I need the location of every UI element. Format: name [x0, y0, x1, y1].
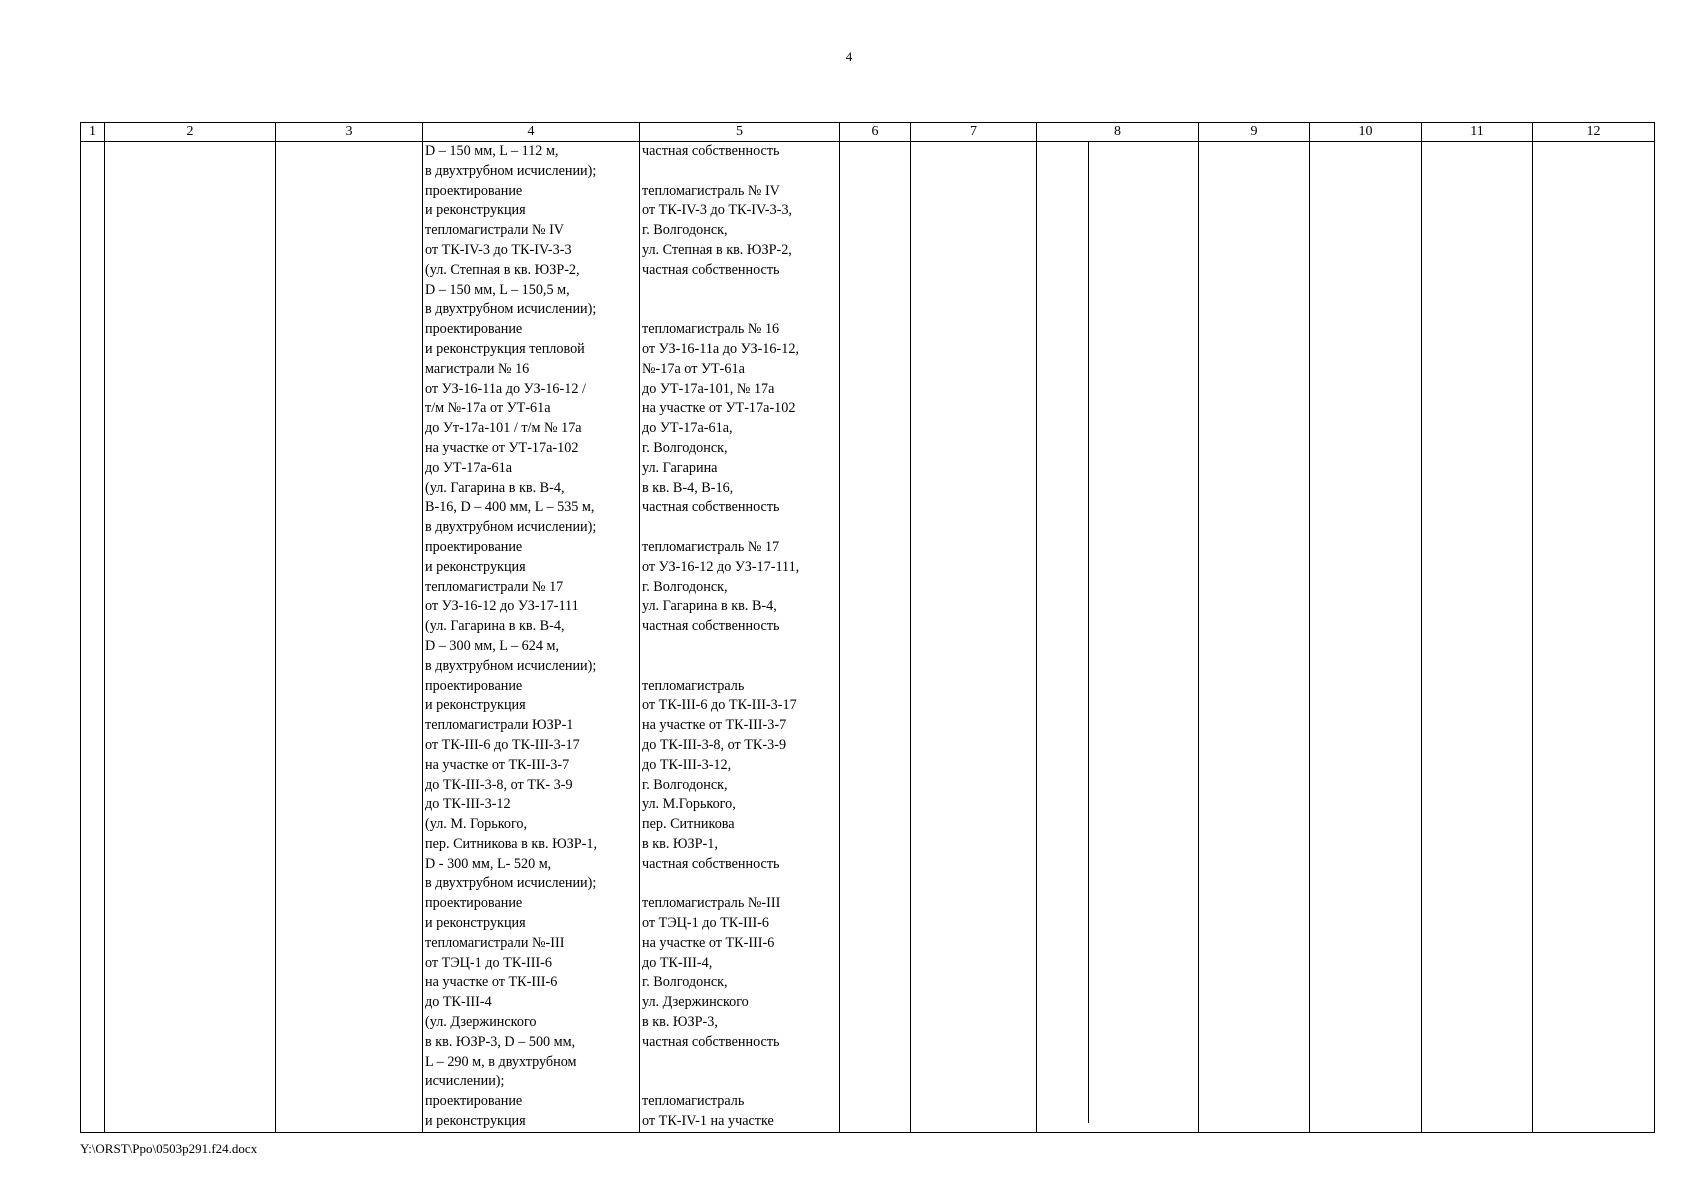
text-line: ул. Дзержинского: [642, 994, 749, 1011]
cell-col-4: [423, 142, 640, 1133]
text-line: тепломагистраль № 16: [642, 321, 780, 338]
cell-col-7: [911, 142, 1037, 1133]
text-line: от УЗ-16-12 до УЗ-17-111,: [642, 558, 800, 575]
text-line: и реконструкция: [425, 915, 526, 932]
text-line: проектирование: [425, 677, 523, 694]
text-line: частная собственность: [642, 618, 780, 635]
text-line: проектирование: [425, 538, 523, 555]
text-line: до Ут-17а-101 / т/м № 17а: [425, 420, 582, 437]
text-line: от УЗ-16-12 до УЗ-17-111: [425, 598, 579, 615]
text-line: ул. Гагарина: [642, 459, 718, 476]
text-line: [642, 162, 839, 182]
cell-col-1: [81, 142, 105, 1133]
text-line: тепломагистраль № 17: [642, 538, 780, 555]
text-line: (ул. Гагарина в кв. В-4,: [425, 618, 565, 635]
text-line: тепломагистраль: [642, 677, 745, 694]
column-header: 7: [911, 123, 1037, 142]
text-line: ул. Степная в кв. ЮЗР-2,: [642, 241, 792, 258]
text-line: (ул. М. Горького,: [425, 816, 528, 833]
text-line: (ул. Гагарина в кв. В-4,: [425, 479, 565, 496]
text-line: на участке от ТК-III-6: [642, 934, 775, 951]
cell-col-9: [1199, 142, 1310, 1133]
text-line: от ТК-IV-3 до ТК-IV-3-3,: [642, 202, 793, 219]
text-line: тепломагистраль № IV: [642, 182, 780, 199]
text-line: частная собственность: [642, 261, 780, 278]
text-line: от ТК-III-6 до ТК-III-3-17: [642, 697, 797, 714]
text-line: в двухтрубном исчислении);: [425, 657, 597, 674]
text-line: на участке от УТ-17а-102: [425, 439, 579, 456]
text-line: и реконструкция тепловой: [425, 340, 585, 357]
text-line: (ул. Дзержинского: [425, 1014, 537, 1031]
text-line: проектирование: [425, 321, 523, 338]
text-line: до УТ-17а-101, № 17а: [642, 380, 775, 397]
cell-col-2: [105, 142, 276, 1133]
text-line: пер. Ситникова в кв. ЮЗР-1,: [425, 835, 598, 852]
text-line: до ТК-III-4: [425, 994, 492, 1011]
text-line: пер. Ситникова: [642, 816, 735, 833]
text-line: от ТК-III-6 до ТК-III-3-17: [425, 736, 580, 753]
text-line: от ТК-IV-1 на участке: [642, 1113, 774, 1130]
text-line: в кв. В-4, В-16,: [642, 479, 734, 496]
text-line: и реконструкция: [425, 558, 526, 575]
text-line: частная собственность: [642, 855, 780, 872]
text-line: от УЗ-16-11а до УЗ-16-12 /: [425, 380, 586, 397]
column-header: 12: [1533, 123, 1655, 142]
text-line: в двухтрубном исчислении);: [425, 875, 597, 892]
text-line: в кв. ЮЗР-3,: [642, 1014, 718, 1031]
text-line: до УТ-17а-61а,: [642, 420, 733, 437]
text-line: до ТК-III-3-8, от ТК- 3-9: [425, 776, 573, 793]
text-line: [642, 300, 839, 320]
text-line: частная собственность: [642, 143, 780, 159]
column-header: 5: [640, 123, 840, 142]
text-line: до ТК-III-3-8, от ТК-3-9: [642, 736, 787, 753]
page-number: 4: [845, 49, 853, 64]
object-description-text: [423, 142, 639, 1132]
text-line: г. Волгодонск,: [642, 222, 728, 239]
text-line: [642, 657, 839, 677]
text-line: от ТК-IV-3 до ТК-IV-3-3: [425, 241, 572, 258]
cell-col-8-split: [1037, 142, 1198, 1123]
table-header-row: [81, 123, 1655, 142]
text-line: и реконструкция: [425, 1113, 526, 1130]
text-line: от ТЭЦ-1 до ТК-III-6: [642, 915, 770, 932]
text-line: проектирование: [425, 895, 523, 912]
text-line: проектирование: [425, 1093, 523, 1110]
text-line: L – 290 м, в двухтрубном: [425, 1053, 577, 1070]
text-line: на участке от ТК-III-3-7: [642, 717, 787, 734]
text-line: №-17а от УТ-61а: [642, 360, 745, 377]
text-line: до ТК-III-3-12: [425, 796, 511, 813]
cell-col-12: [1533, 142, 1655, 1133]
text-line: г. Волгодонск,: [642, 776, 728, 793]
cell-col-3: [276, 142, 423, 1133]
text-line: тепломагистраль №-III: [642, 895, 781, 912]
column-header: 2: [105, 123, 276, 142]
text-line: (ул. Степная в кв. ЮЗР-2,: [425, 261, 580, 278]
text-line: [642, 281, 839, 301]
file-path-footer: Y:\ORST\Ppo\0503p291.f24.docx: [80, 1141, 258, 1156]
text-line: г. Волгодонск,: [642, 578, 728, 595]
text-line: ул. Гагарина в кв. В-4,: [642, 598, 777, 615]
text-line: тепломагистраль: [642, 1093, 745, 1110]
cell-col-5: [640, 142, 840, 1133]
text-line: D - 300 мм, L- 520 м,: [425, 855, 552, 872]
text-line: исчислении);: [425, 1073, 505, 1090]
text-line: от УЗ-16-11а до УЗ-16-12,: [642, 340, 799, 357]
cell-col-8: [1037, 142, 1199, 1133]
document-table: [80, 122, 1655, 1133]
column-header: 10: [1310, 123, 1422, 142]
column-header: 3: [276, 123, 423, 142]
text-line: ул. М.Горького,: [642, 796, 736, 813]
column-header: 6: [840, 123, 911, 142]
text-line: в двухтрубном исчислении);: [425, 519, 597, 536]
text-line: на участке от ТК-III-6: [425, 974, 558, 991]
text-line: г. Волгодонск,: [642, 439, 728, 456]
column-header: 11: [1422, 123, 1533, 142]
column-header: 4: [423, 123, 640, 142]
text-line: D – 300 мм, L – 624 м,: [425, 637, 559, 654]
object-location-text: [640, 142, 839, 1132]
text-line: в кв. ЮЗР-3, D – 500 мм,: [425, 1033, 576, 1050]
text-line: D – 150 мм, L – 112 м,: [425, 143, 559, 159]
text-line: до ТК-III-3-12,: [642, 756, 732, 773]
column-header: 1: [81, 123, 105, 142]
text-line: до УТ-17а-61а: [425, 459, 512, 476]
text-line: [642, 1072, 839, 1092]
text-line: и реконструкция: [425, 202, 526, 219]
text-line: [642, 518, 839, 538]
text-line: т/м №-17а от УТ-61а: [425, 400, 551, 417]
cell-col-6: [840, 142, 911, 1133]
text-line: на участке от ТК-III-3-7: [425, 756, 570, 773]
text-line: в двухтрубном исчислении);: [425, 301, 597, 318]
cell-col-11: [1422, 142, 1533, 1133]
column-header: 9: [1199, 123, 1310, 142]
text-line: тепломагистрали № 17: [425, 578, 564, 595]
text-line: в кв. ЮЗР-1,: [642, 835, 718, 852]
table-row: [81, 142, 1655, 1133]
text-line: [642, 637, 839, 657]
column-header: 8: [1037, 123, 1199, 142]
text-line: [642, 1053, 839, 1073]
text-line: тепломагистрали № IV: [425, 222, 565, 239]
text-line: D – 150 мм, L – 150,5 м,: [425, 281, 570, 298]
cell-col-10: [1310, 142, 1422, 1133]
cell-col-8-left: [1037, 142, 1089, 1123]
text-line: частная собственность: [642, 1033, 780, 1050]
text-line: магистрали № 16: [425, 360, 530, 377]
text-line: на участке от УТ-17а-102: [642, 400, 796, 417]
text-line: частная собственность: [642, 499, 780, 516]
text-line: [642, 874, 839, 894]
text-line: тепломагистрали №-III: [425, 934, 565, 951]
text-line: до ТК-III-4,: [642, 954, 713, 971]
text-line: и реконструкция: [425, 697, 526, 714]
text-line: тепломагистрали ЮЗР-1: [425, 717, 574, 734]
text-line: г. Волгодонск,: [642, 974, 728, 991]
text-line: В-16, D – 400 мм, L – 535 м,: [425, 499, 595, 516]
text-line: от ТЭЦ-1 до ТК-III-6: [425, 954, 553, 971]
text-line: в двухтрубном исчислении);: [425, 162, 597, 179]
text-line: проектирование: [425, 182, 523, 199]
